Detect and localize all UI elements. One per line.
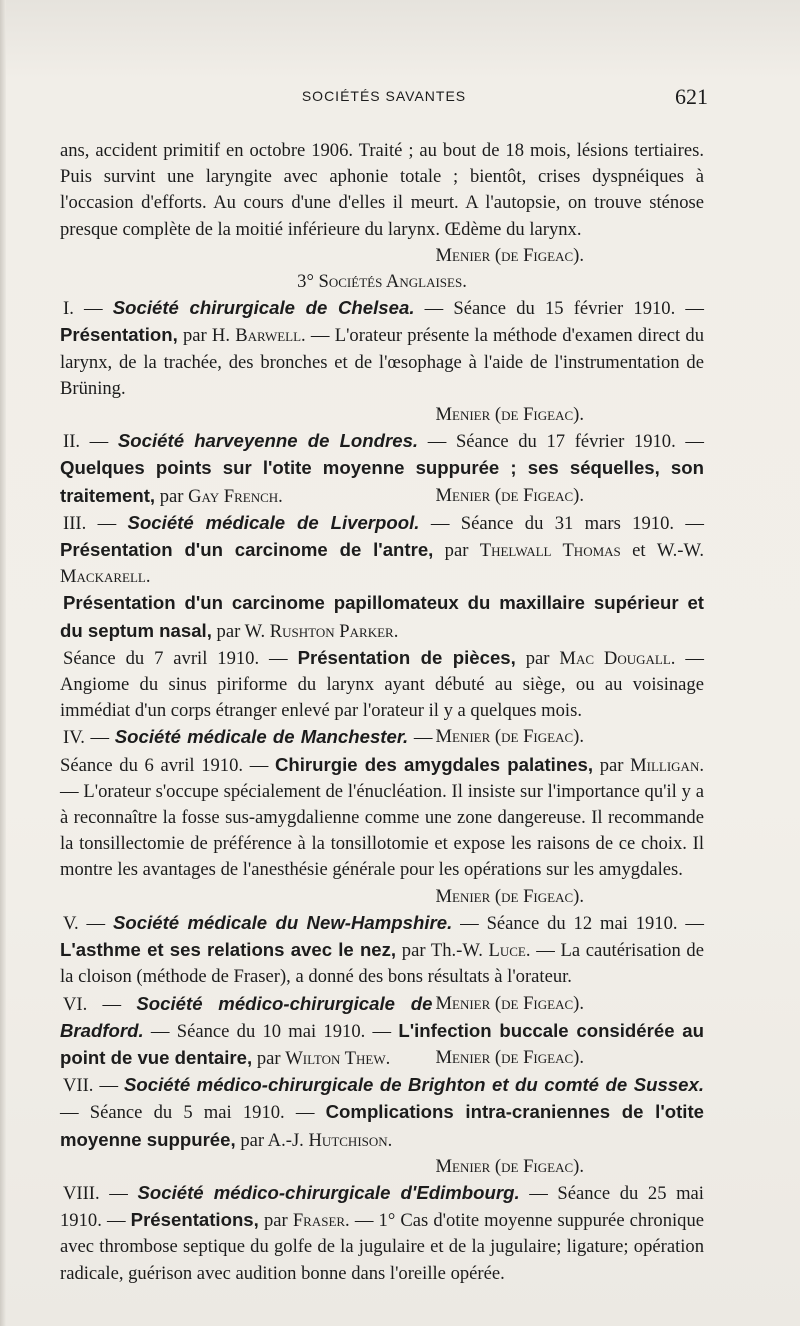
- text-span: par: [525, 647, 550, 669]
- summary: — L'orateur présente la méthode d'examen direct du larynx, de la trachée, des bronches et de l'œsophage à l'aide de l'instrumentation de Brüning.: [60, 325, 705, 399]
- entry-author: Menier (de Figeac).: [435, 404, 584, 426]
- society-name: Société médico-chirurgicale d'Edimbourg.: [137, 1181, 520, 1203]
- entry-author: Menier (de Figeac).: [435, 1155, 584, 1177]
- text-span: par Th.-W.: [401, 940, 483, 962]
- society-name: Société médicale de Liverpool.: [127, 511, 420, 533]
- session-date: — Séance du 10 mai 1910. —: [150, 1020, 392, 1042]
- session-date: — Séance du 31 mars 1910. —: [430, 512, 704, 534]
- page-header: [60, 84, 708, 114]
- communication-title: L'infection buccale considérée au point de vue dentaire,: [60, 1019, 705, 1068]
- entry-3: [60, 510, 704, 591]
- session-date: — Séance du 5 mai 1910. —: [60, 1102, 315, 1124]
- text-span: par A.-J.: [240, 1129, 304, 1151]
- entry-author: Menier (de Figeac).: [435, 992, 584, 1014]
- communication-title: Chirurgie des amygdales palatines,: [274, 753, 594, 775]
- intro-author: Menier (de Figeac).: [435, 244, 584, 266]
- text-span: par: [159, 485, 184, 507]
- session-date: — Séance du 15 février 1910. —: [424, 298, 704, 320]
- page-number: 621: [675, 84, 708, 109]
- entry-6: [60, 991, 704, 1073]
- speaker-name: Milligan.: [630, 754, 704, 776]
- speaker-name: Barwell.: [235, 325, 306, 347]
- entry-number: I. —: [63, 298, 103, 320]
- communication-title: Présentation de pièces,: [297, 646, 516, 668]
- entry-number: V. —: [63, 912, 106, 934]
- entry-3-second: [60, 590, 704, 644]
- text-span: par: [444, 540, 469, 562]
- speaker-name: Rushton Parker.: [269, 620, 399, 642]
- summary: — La cautérisation de la cloison (méthode de Fraser), a donné des bons résultats à l'orateur.: [60, 940, 704, 988]
- text-span: par: [263, 1210, 288, 1232]
- entry-8: [60, 1180, 704, 1287]
- entry-author: Menier (de Figeac).: [435, 726, 584, 748]
- entry-author: Menier (de Figeac).: [435, 484, 584, 506]
- society-name: Société médicale de Manchester.: [114, 726, 409, 748]
- speaker-name: Hutchison.: [308, 1129, 393, 1151]
- communication-title: L'asthme et ses relations avec le nez,: [60, 939, 397, 961]
- text-span: par: [256, 1047, 281, 1069]
- entry-1: [60, 295, 704, 402]
- body-text: [60, 138, 704, 1287]
- speaker-name: Gay French.: [188, 485, 283, 507]
- communication-title: Présentations,: [130, 1209, 259, 1231]
- session-date: — Séance du 17 février 1910. —: [427, 431, 704, 453]
- entry-number: VIII. —: [63, 1182, 128, 1204]
- session-date: Séance du 7 avril 1910. —: [63, 647, 288, 669]
- speaker-name: Wilton Thew.: [285, 1047, 391, 1069]
- entry-author: Menier (de Figeac).: [435, 885, 584, 907]
- communication-title: Présentation,: [60, 324, 178, 346]
- entry-number: III. —: [63, 512, 117, 534]
- text-span: par H.: [183, 325, 231, 347]
- section-title: 3° Sociétés Anglaises.: [297, 271, 467, 293]
- entry-number: VI. —: [63, 993, 122, 1015]
- session-date: — Séance du 6 avril 1910. —: [60, 727, 433, 776]
- entry-author: Menier (de Figeac).: [435, 1046, 584, 1068]
- communication-title: Quelques points sur l'otite moyenne suppurée ; ses séquelles, son traitement,: [60, 457, 704, 506]
- entry-number: VII. —: [63, 1075, 119, 1097]
- summary: — Angiome du sinus piriforme du larynx ayant débuté au siège, ou au voisinage immédiat d'un corps étranger enlevé par l'orateur il y a quelques mois.: [60, 647, 704, 722]
- speaker-name: Thelwall Thomas: [479, 540, 621, 562]
- society-name: Société médicale du New-Hampshire.: [113, 911, 453, 933]
- speaker-name: W.-W. Mackarell.: [60, 540, 704, 588]
- society-name: Société harveyenne de Londres.: [117, 430, 419, 452]
- entry-2: [60, 428, 704, 510]
- text-span: et: [632, 540, 646, 562]
- society-name: Société médico-chirurgicale de Bradford.: [60, 992, 433, 1041]
- society-name: Société médico-chirurgicale de Brighton et du comté de Sussex.: [124, 1074, 704, 1096]
- communication-title: Complications intra-craniennes de l'otite moyenne suppurée,: [60, 1101, 704, 1150]
- communication-title: Présentation d'un carcinome papillomateux du maxillaire supérieur et du septum nasal,: [60, 592, 704, 641]
- communication-title: Présentation d'un carcinome de l'antre,: [60, 539, 434, 561]
- entry-4: [60, 724, 704, 883]
- running-head: SOCIÉTÉS SAVANTES: [301, 88, 467, 104]
- page-binding-shadow: [0, 0, 6, 1326]
- speaker-name: Luce.: [488, 940, 531, 962]
- text-span: par: [599, 754, 624, 776]
- entry-7: [60, 1072, 704, 1154]
- entry-number: II. —: [63, 431, 109, 453]
- entry-number: IV. —: [63, 727, 110, 749]
- speaker-name: Mac Dougall.: [559, 647, 676, 669]
- session-date: — Séance du 25 mai 1910. —: [60, 1182, 704, 1232]
- intro-paragraph: ans, accident primitif en octobre 1906. Traité ; au bout de 18 mois, lésions tertiaires. Puis survint une laryngite avec aphonie totale ; bientôt, crises dyspnéiques à l'occasion d'efforts. Au cours d'une d'elles il meurt. A l'autopsie, on trouve sténose presque complète de la moitié inférieure du larynx. Œdème du larynx.: [60, 140, 704, 240]
- session-date: — Séance du 12 mai 1910. —: [460, 912, 704, 934]
- summary: — L'orateur s'occupe spécialement de l'énucléation. Il insiste sur l'importance qu'il y a à reconnaître la fosse sus-amygdalienne comme une zone dangereuse. Il recommande la tonsillectomie de préférence à la tonsillotomie et expose les raisons de ce choix. Il montre les avantages de l'anesthésie générale pour les opérations sur les amygdales.: [60, 780, 704, 881]
- society-name: Société chirurgicale de Chelsea.: [112, 297, 415, 319]
- text-span: par W.: [216, 620, 266, 642]
- speaker-name: Fraser.: [292, 1210, 350, 1232]
- summary: — 1° Cas d'otite moyenne suppurée chronique avec thrombose septique du golfe de la jugulaire et de la jugulaire; ligature; opération radicale, guérison avec audition bonne dans l'oreille opérée.: [60, 1210, 705, 1284]
